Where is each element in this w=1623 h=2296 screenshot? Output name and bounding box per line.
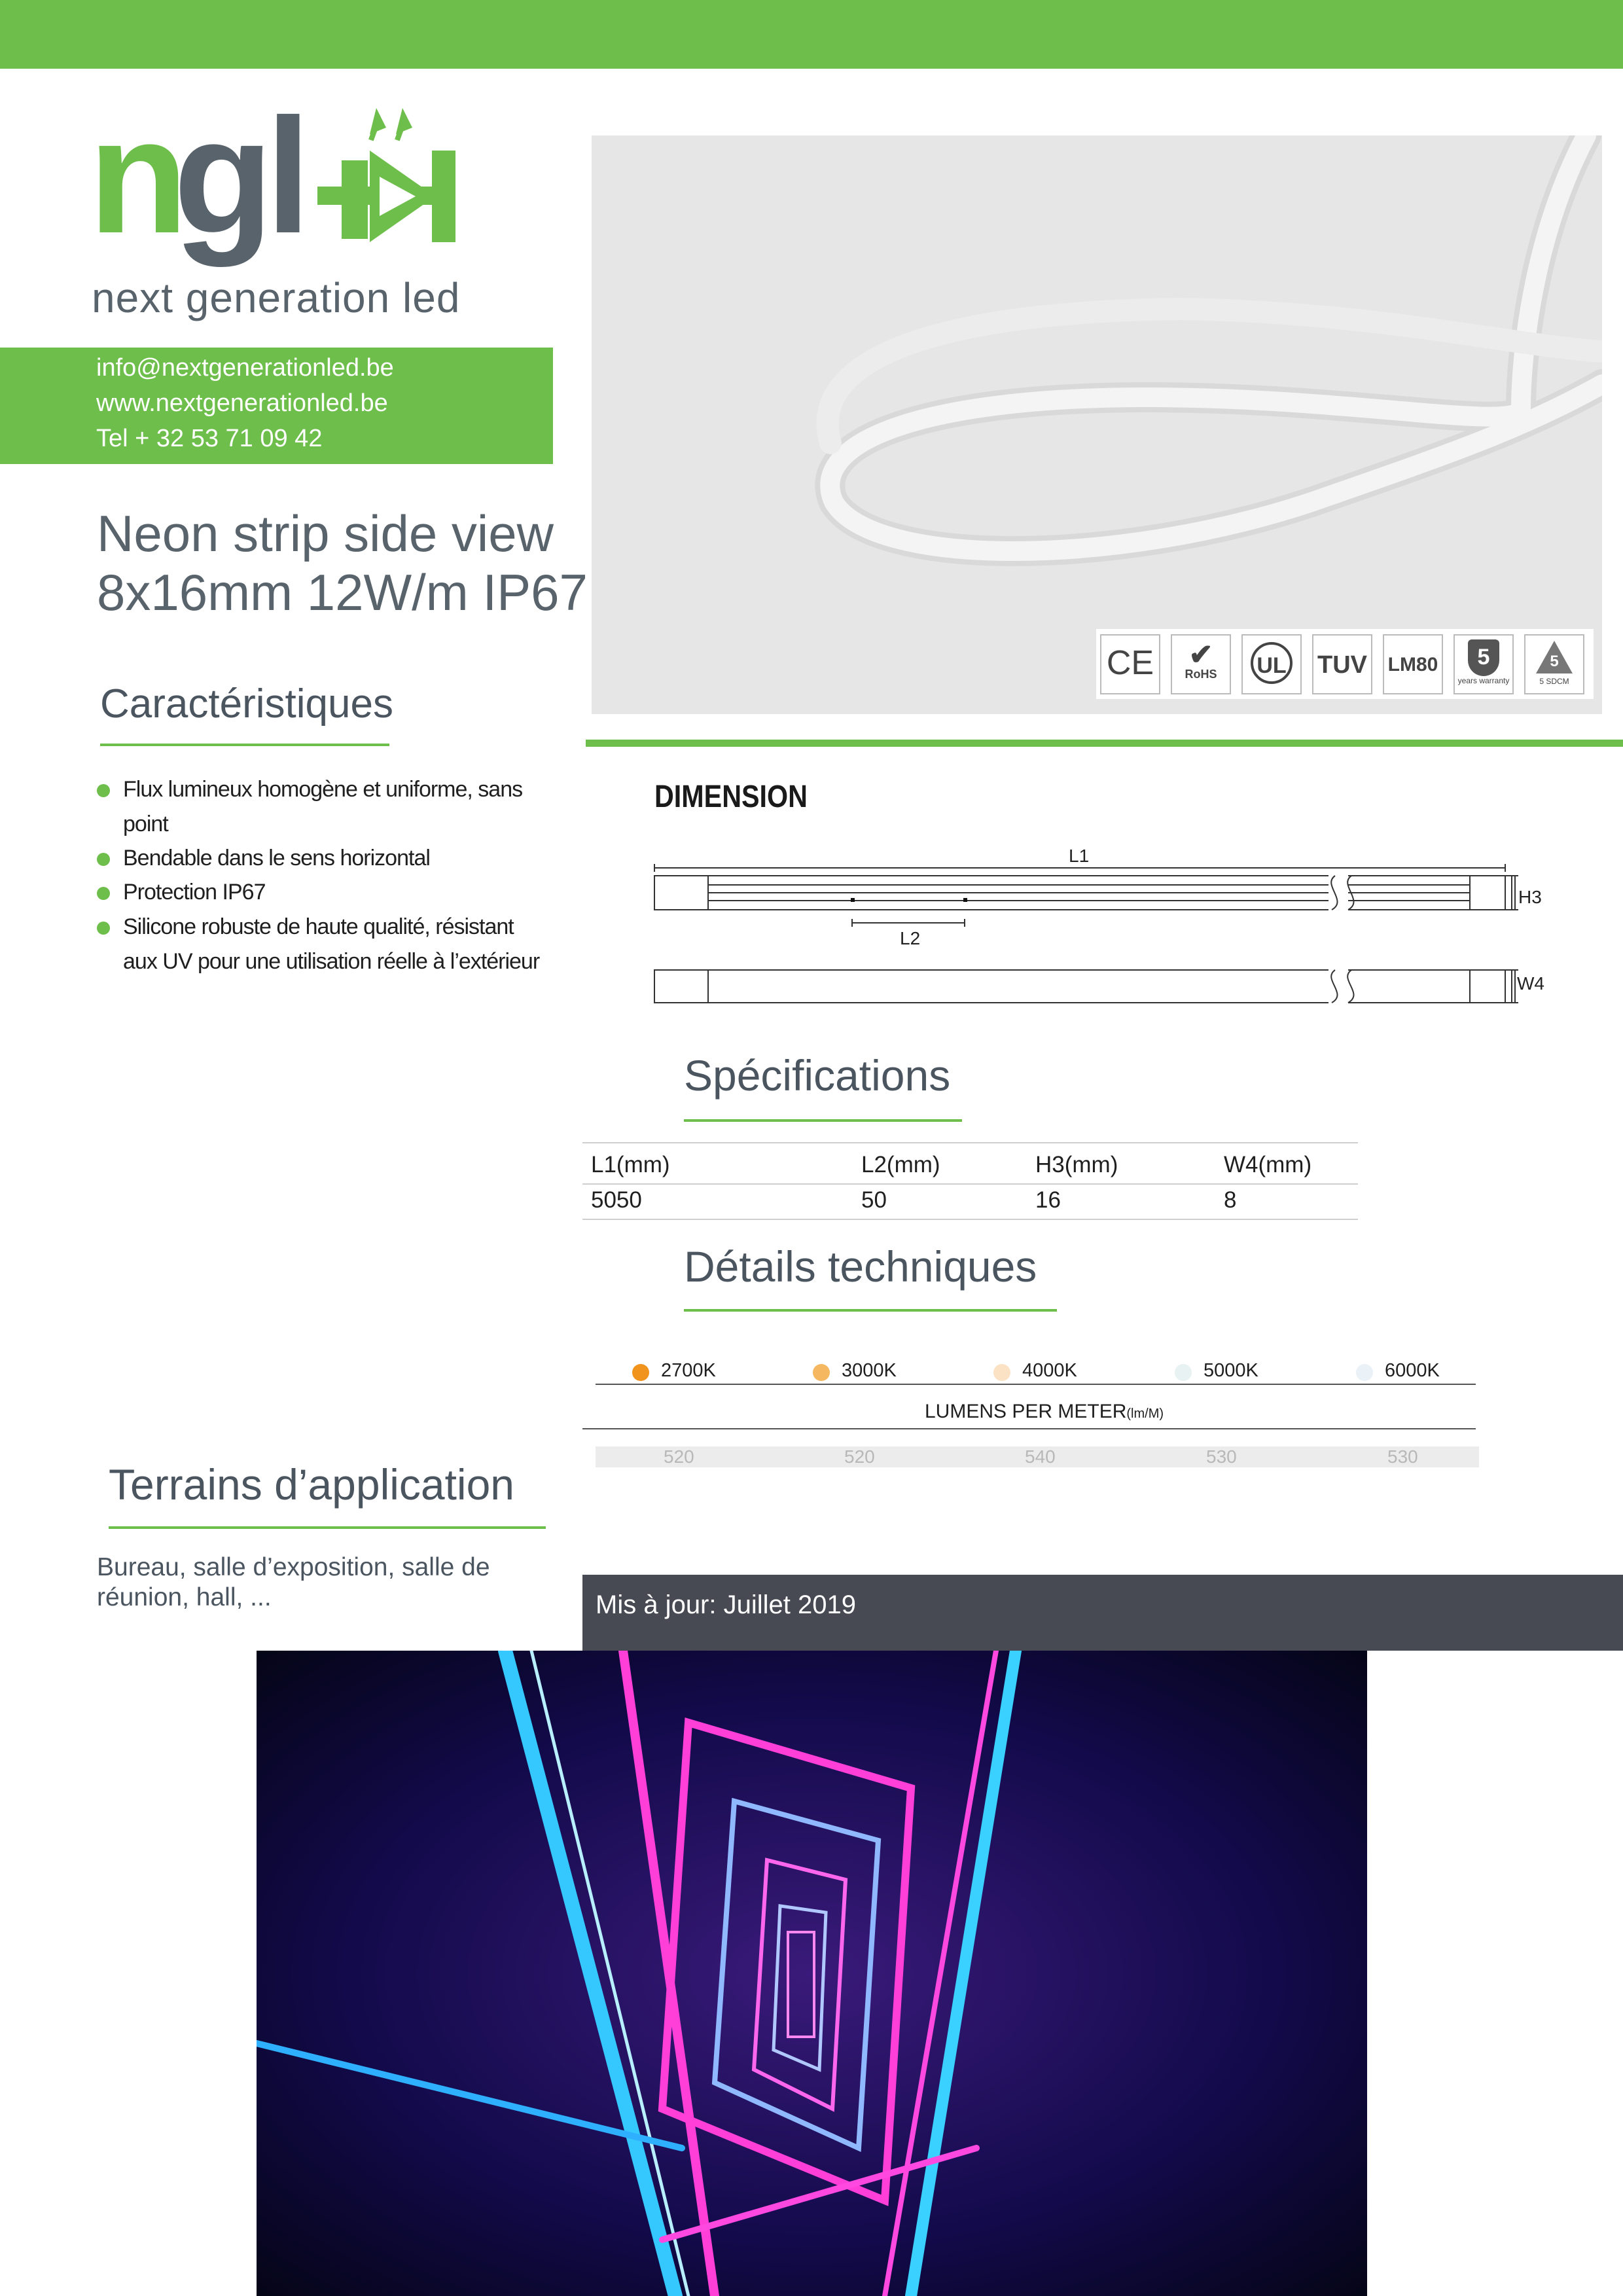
spec-table-bottom-rule [582, 1219, 1358, 1220]
tuv-mark-icon: TUV [1312, 634, 1372, 694]
updated-date: Mis à jour: Juillet 2019 [596, 1590, 856, 1619]
color-swatch-icon [813, 1364, 830, 1381]
lumens-5000k: 530 [1206, 1446, 1237, 1467]
application-photo [257, 1651, 1367, 2296]
dimension-title: DIMENSION [654, 780, 808, 814]
contact-panel [0, 348, 553, 464]
bullet-dot-icon [97, 784, 110, 797]
spec-value-l1: 5050 [591, 1187, 642, 1213]
neon-corridor-illustration [257, 1651, 1367, 2296]
cct-2700k: 2700K [632, 1360, 716, 1382]
spec-value-l2: 50 [861, 1187, 887, 1213]
sdcm-mark-icon: 5 5 SDCM [1524, 634, 1584, 694]
brand-tagline: next generation led [92, 274, 461, 321]
lumens-3000k: 520 [844, 1446, 875, 1467]
lumens-rule [582, 1428, 1476, 1429]
applications-title-underline [109, 1526, 546, 1529]
cct-6000k: 6000K [1356, 1360, 1440, 1382]
certifications-row [1096, 629, 1594, 699]
lumens-label: LUMENS PER METER(lm/M) [925, 1401, 1164, 1422]
spec-value-h3: 16 [1035, 1187, 1061, 1213]
cct-5000k: 5000K [1175, 1360, 1258, 1382]
bullet-dot-icon [97, 922, 110, 935]
feature-item: Flux lumineux homogène et uniforme, sans point [97, 772, 548, 842]
ul-mark-icon: UL [1241, 634, 1302, 694]
spec-header-h3: H3(mm) [1035, 1152, 1118, 1177]
ce-mark-icon: CE [1100, 634, 1160, 694]
applications-title: Terrains d’application [109, 1460, 515, 1509]
feature-item: Protection IP67 [97, 875, 548, 910]
cct-rule [596, 1384, 1476, 1385]
ngl-logo [88, 98, 468, 281]
product-photo [592, 135, 1602, 714]
spec-header-l1: L1(mm) [591, 1152, 670, 1177]
svg-text:gl: gl [173, 98, 304, 267]
color-swatch-icon [993, 1364, 1010, 1381]
lumens-4000k: 540 [1025, 1446, 1056, 1467]
dim-label-l1: L1 [1069, 846, 1090, 866]
top-accent-bar [0, 0, 1623, 69]
lm80-mark-icon: LM80 [1383, 634, 1443, 694]
bullet-dot-icon [97, 887, 110, 900]
specifications-title: Spécifications [684, 1051, 951, 1100]
product-title-line1: Neon strip side view [97, 505, 554, 562]
contact-phone: Tel + 32 53 71 09 42 [96, 425, 323, 452]
spec-header-w4: W4(mm) [1224, 1152, 1312, 1177]
specifications-title-underline [684, 1119, 962, 1122]
spec-value-w4: 8 [1224, 1187, 1237, 1213]
dim-label-l2: L2 [900, 928, 921, 948]
spec-table-mid-rule [582, 1183, 1358, 1185]
bullet-dot-icon [97, 853, 110, 866]
lumens-2700k: 520 [664, 1446, 694, 1467]
warranty-shield-icon: 5 years warranty [1454, 634, 1514, 694]
technical-title: Détails techniques [684, 1242, 1037, 1291]
spec-header-l2: L2(mm) [861, 1152, 940, 1177]
rohs-mark-icon: ✔ RoHS [1171, 634, 1231, 694]
dim-label-w4: W4 [1517, 973, 1544, 994]
applications-text: Bureau, salle d’exposition, salle de réunion, hall, ... [97, 1553, 490, 1611]
features-title: Caractéristiques [100, 681, 393, 726]
product-title-line2: 8x16mm 12W/m IP67 [97, 564, 588, 621]
svg-text:n: n [88, 98, 181, 267]
feature-item: Silicone robuste de haute qualité, résistant aux UV pour une utilisation réelle à l’extérieur [97, 910, 548, 979]
cct-3000k: 3000K [813, 1360, 897, 1382]
color-swatch-icon [632, 1364, 649, 1381]
color-swatch-icon [1175, 1364, 1192, 1381]
cct-4000k: 4000K [993, 1360, 1077, 1382]
spec-table-top-rule [582, 1142, 1358, 1143]
feature-item: Bendable dans le sens horizontal [97, 841, 548, 876]
lumens-6000k: 530 [1387, 1446, 1418, 1467]
color-swatch-icon [1356, 1364, 1373, 1381]
dim-label-h3: H3 [1518, 887, 1542, 907]
section-divider [586, 740, 1623, 747]
features-title-underline [100, 744, 389, 746]
contact-website[interactable]: www.nextgenerationled.be [96, 389, 388, 417]
neon-strip-illustration [592, 135, 1602, 714]
contact-email[interactable]: info@nextgenerationled.be [96, 354, 394, 382]
technical-title-underline [684, 1309, 1057, 1312]
dimension-diagram [648, 844, 1551, 1014]
